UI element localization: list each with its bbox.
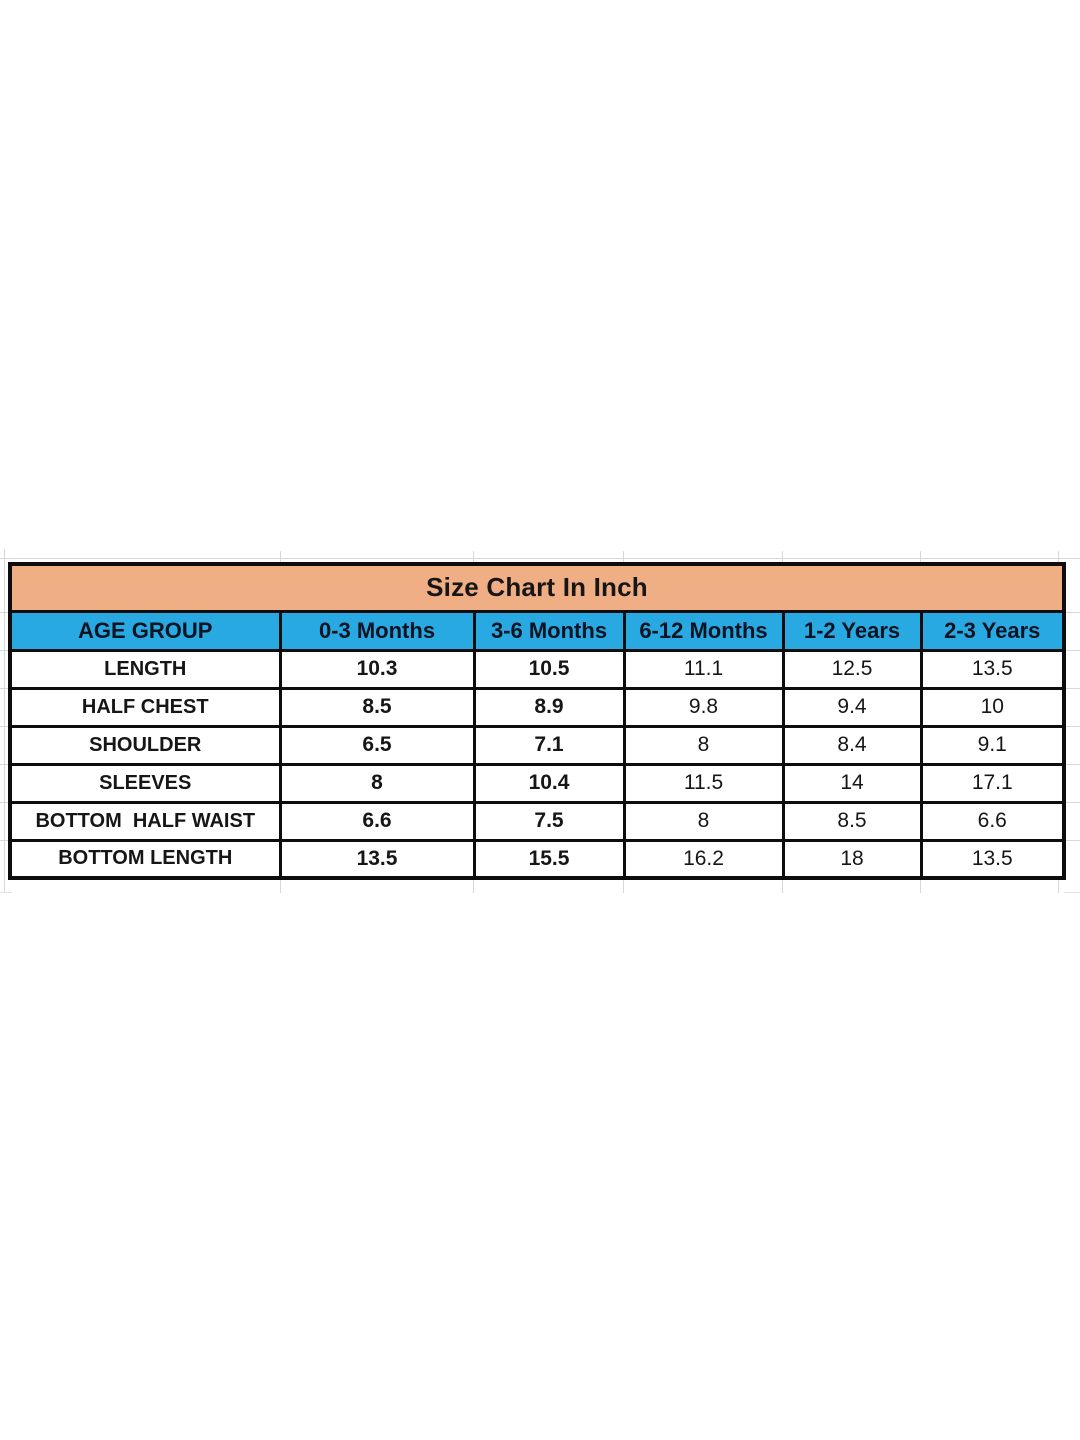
gridline xyxy=(0,802,8,803)
gridline xyxy=(1064,764,1080,765)
header-cell-1-2-years: 1-2 Years xyxy=(783,611,921,650)
header-cell-0-3-months: 0-3 Months xyxy=(280,611,474,650)
table-row-half-chest xyxy=(10,688,1064,726)
table-title: Size Chart In Inch xyxy=(10,564,1064,611)
cell-value: 18 xyxy=(783,840,921,878)
gridline xyxy=(1064,892,1080,893)
cell-value: 17.1 xyxy=(921,764,1064,802)
cell-value: 13.5 xyxy=(921,840,1064,878)
cell-value: 10.4 xyxy=(474,764,624,802)
gridline xyxy=(0,650,8,651)
gridline xyxy=(0,726,8,727)
cell-value: 6.5 xyxy=(280,726,474,764)
cell-value: 8.9 xyxy=(474,688,624,726)
cell-value: 8 xyxy=(624,802,783,840)
cell-value: 8.4 xyxy=(783,726,921,764)
cell-value: 7.1 xyxy=(474,726,624,764)
cell-value: 11.5 xyxy=(624,764,783,802)
cell-value: 16.2 xyxy=(624,840,783,878)
size-chart-table xyxy=(8,562,1066,880)
row-label: LENGTH xyxy=(10,650,280,688)
header-cell-2-3-years: 2-3 Years xyxy=(921,611,1064,650)
gridline xyxy=(0,840,8,841)
gridline xyxy=(623,879,624,893)
header-cell-age-group: AGE GROUP xyxy=(10,611,280,650)
table-row-sleeves xyxy=(10,764,1064,802)
gridline xyxy=(280,879,281,893)
cell-value: 13.5 xyxy=(280,840,474,878)
gridline xyxy=(0,688,8,689)
gridline xyxy=(1064,688,1080,689)
cell-value: 15.5 xyxy=(474,840,624,878)
cell-value: 9.8 xyxy=(624,688,783,726)
cell-value: 8 xyxy=(624,726,783,764)
cell-value: 7.5 xyxy=(474,802,624,840)
gridline xyxy=(1064,802,1080,803)
title-row xyxy=(10,564,1064,611)
gridline xyxy=(4,549,5,893)
cell-value: 11.1 xyxy=(624,650,783,688)
cell-value: 10.3 xyxy=(280,650,474,688)
header-row xyxy=(10,611,1064,650)
cell-value: 8 xyxy=(280,764,474,802)
header-cell-3-6-months: 3-6 Months xyxy=(474,611,624,650)
cell-value: 9.4 xyxy=(783,688,921,726)
table-row-shoulder xyxy=(10,726,1064,764)
gridline xyxy=(1058,879,1059,893)
gridline xyxy=(0,612,8,613)
table-row-bottom-half-waist xyxy=(10,802,1064,840)
row-label: SHOULDER xyxy=(10,726,280,764)
gridline xyxy=(473,879,474,893)
cell-value: 8.5 xyxy=(280,688,474,726)
cell-value: 6.6 xyxy=(280,802,474,840)
row-label: SLEEVES xyxy=(10,764,280,802)
gridline xyxy=(1064,840,1080,841)
cell-value: 13.5 xyxy=(921,650,1064,688)
gridline xyxy=(0,764,8,765)
cell-value: 10.5 xyxy=(474,650,624,688)
table-row-bottom-length xyxy=(10,840,1064,878)
row-label: BOTTOM HALF WAIST xyxy=(10,802,280,840)
table-row-length xyxy=(10,650,1064,688)
cell-value: 12.5 xyxy=(783,650,921,688)
cell-value: 8.5 xyxy=(783,802,921,840)
gridline xyxy=(920,879,921,893)
header-cell-6-12-months: 6-12 Months xyxy=(624,611,783,650)
gridline xyxy=(0,558,1080,559)
cell-value: 10 xyxy=(921,688,1064,726)
row-label: HALF CHEST xyxy=(10,688,280,726)
cell-value: 6.6 xyxy=(921,802,1064,840)
cell-value: 14 xyxy=(783,764,921,802)
gridline xyxy=(782,879,783,893)
gridline xyxy=(0,892,12,893)
gridline xyxy=(1064,726,1080,727)
gridline xyxy=(1064,650,1080,651)
row-label: BOTTOM LENGTH xyxy=(10,840,280,878)
cell-value: 9.1 xyxy=(921,726,1064,764)
gridline xyxy=(1064,612,1080,613)
